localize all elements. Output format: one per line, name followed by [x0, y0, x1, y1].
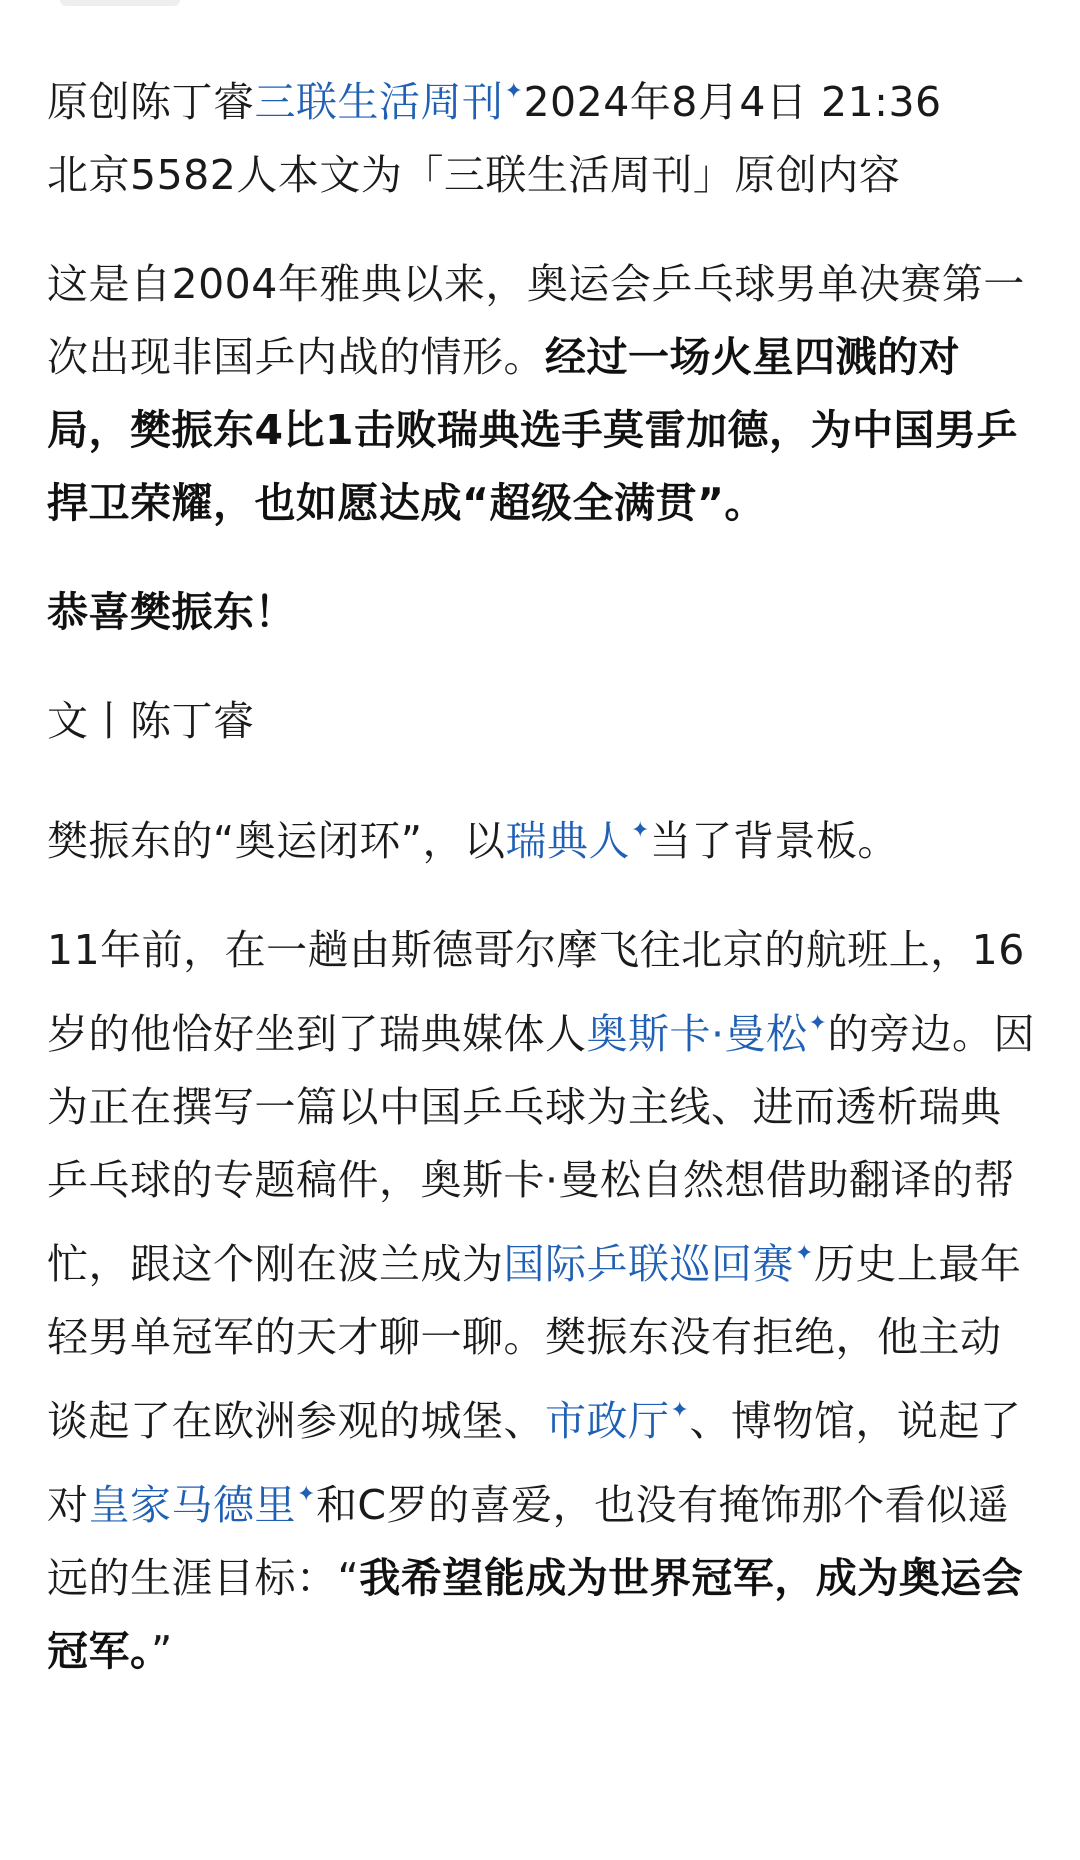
byline-text: 文丨陈丁睿 — [47, 697, 255, 745]
link-city-hall[interactable]: 市政厅 — [545, 1397, 670, 1445]
top-fade-bar — [60, 0, 180, 6]
story-text-5: 和C罗的喜爱，也没有掩饰那个看似遥远的生涯目标：“ — [47, 1481, 1010, 1602]
loop-after: 当了背景板。 — [649, 817, 899, 865]
sparkle-icon: ✦ — [670, 1398, 690, 1423]
paragraph-intro — [47, 248, 1042, 540]
paragraph-byline — [47, 685, 1042, 758]
story-text-3: 历史上最年轻男单冠军的天才聊一聊。樊振东没有拒绝，他主动谈起了在欧洲参观的城堡、 — [47, 1240, 1022, 1445]
meta-datetime: 2024年8月4日 21:36 — [523, 78, 942, 126]
link-oscar[interactable]: 奥斯卡·曼松 — [586, 1010, 808, 1058]
sparkle-icon: ✦ — [795, 1241, 814, 1266]
story-text-4: 、博物馆，说起了对 — [47, 1397, 1022, 1529]
meta-prefix: 原创陈丁睿 — [47, 78, 255, 126]
sparkle-icon: ✦ — [504, 79, 524, 104]
sparkle-icon: ✦ — [297, 1482, 316, 1507]
paragraph-story — [47, 914, 1042, 1688]
paragraph-congrats — [47, 576, 1042, 649]
link-real-madrid[interactable]: 皇家马德里 — [88, 1481, 296, 1529]
link-swedish[interactable]: 瑞典人 — [505, 817, 630, 865]
article-meta — [47, 55, 1042, 212]
source-link[interactable]: 三联生活周刊 — [254, 78, 504, 126]
loop-before: 樊振东的“奥运闭环”，以 — [47, 817, 506, 865]
sparkle-icon: ✦ — [808, 1011, 828, 1036]
story-text-1: 11年前，在一趟由斯德哥尔摩飞往北京的航班上，16岁的他恰好坐到了瑞典媒体人 — [47, 926, 1025, 1058]
story-text-6: ” — [151, 1627, 173, 1675]
congrats-text: 恭喜樊振东！ — [47, 588, 296, 636]
meta-line2: 北京5582人本文为「三联生活周刊」原创内容 — [47, 151, 901, 199]
paragraph-loop — [47, 794, 1042, 878]
article-body — [47, 55, 1042, 1724]
intro-plain: 这是自2004年雅典以来，奥运会乒乓球男单决赛第一次出现非国乒内战的情形。 — [47, 260, 1025, 381]
intro-bold: 经过一场火星四溅的对局，樊振东4比1击败瑞典选手莫雷加德，为中国男乒捍卫荣耀，也如愿达成“超级全满贯”。 — [47, 333, 1019, 527]
sparkle-icon: ✦ — [630, 818, 650, 843]
link-ittf-tour[interactable]: 国际乒联巡回赛 — [503, 1240, 794, 1288]
story-text-2: 的旁边。因为正在撰写一篇以中国乒乓球为主线、进而透析瑞典乒乓球的专题稿件，奥斯卡·曼松自然想借助翻译的帮忙，跟这个刚在波兰成为 — [47, 1010, 1035, 1288]
story-quote: 我希望能成为世界冠军，成为奥运会冠军。 — [47, 1554, 1024, 1675]
